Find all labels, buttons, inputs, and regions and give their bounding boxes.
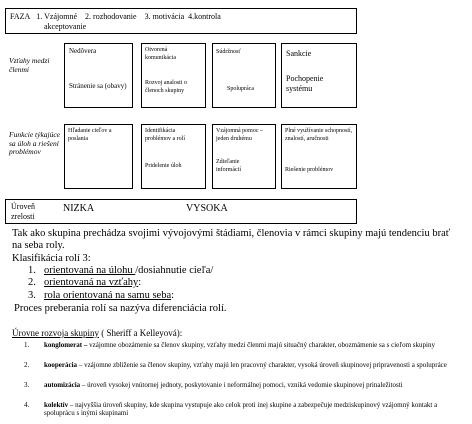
cell-funkcie-3 [212,124,276,189]
level-desc: – najvyššia úroveň skupiny, kde skupina vystupuje ako celok proti inej skupine a zabezpečuje medziskupinový vzájomný kontakt a spoluprácu s inými skupinami [44,401,438,417]
klasifikacia-heading: Klasifikácia rolí 3: [12,253,91,264]
level-term: automizácia [44,381,81,389]
faza-label: FAZA [10,12,31,21]
cell-top: Vzájomná pomoc – jeden druhému [216,128,263,142]
level-term: kooperácia [44,361,78,369]
level-num: 4. [24,401,30,409]
role-num: 2. [28,277,36,288]
cell-bottom: Zdieľanie informácií [216,159,241,173]
level-item-2 [12,361,457,369]
role-item-2 [28,277,141,289]
level-num: 1. [24,341,30,349]
faza-item-2: 2. rozhodovanie [85,12,137,21]
proces-text: Proces preberania rolí sa nazýva diferenciácia rolí. [14,303,227,314]
role-rest: : [171,290,175,301]
faza-item-3: 3. motivácia [144,12,185,21]
level-item-3 [12,381,457,389]
cell-bottom: Riešenie problémov [285,167,334,173]
role-item-3 [28,290,174,302]
role-main: orientovaná na vzťahy [44,277,139,288]
role-num: 1. [28,265,36,276]
cell-top: Hľadanie cieľov a poslania [68,128,112,142]
role-rest: : [138,277,142,288]
paragraph-intro: Tak ako skupina prechádza svojimi vývojovými štádiami, členovia v rámci skupiny majú tendenciu brať na seba roly. [12,228,451,251]
cell-top: Nedôvera [69,47,97,55]
level-desc: – vzájomne zbliženie sa členov skupiny, vzťahy majú len pracovný charakter, vysoká úroveň skupinovej pripravenosti a spolupráce [77,361,447,369]
uroven-label: Úroveň zrelosti [11,202,35,221]
cell-bottom: Rozvoj analosti o členoch skupiny [145,80,187,94]
level-desc: – úroveň vysokej vnútornej jednoty, poskytovanie i neformálnej pomoci, vzniká vedomie skupinovej prinaležitosti [80,381,403,389]
row-label-funkcie: Funkcie týkajúce sa úloh a riešení problémov [9,130,61,156]
cell-bottom: Stránenie sa (obavy) [69,82,127,90]
cell-vztahy-1 [64,43,133,108]
role-item-1 [28,265,213,277]
uroven-zrelosti-box [5,199,357,224]
cell-vztahy-4 [281,43,357,108]
urovne-title: Úrovne rozvoja skupiny [12,328,99,338]
role-main: rola orientovaná na samu seba [44,290,172,301]
cell-top: Otvorená komunikácia [145,47,176,61]
row-label-vztahy: Vzťahy medzi členmi [9,56,50,74]
cell-top: Sankcie [286,49,312,58]
role-rest: /dosiahnutie cieľa/ [135,265,214,276]
level-low: NIZKA [63,203,95,214]
cell-bottom: Spolupráca [227,86,254,92]
cell-vztahy-3 [212,43,276,108]
cell-top: Plné využívanie schopností, znalostí, aručnosti [285,128,353,142]
cell-vztahy-2 [141,43,206,108]
faza-item-4: 4.kontrola [188,12,221,21]
level-term: konglomerat – [44,341,88,349]
urovne-source: ( Sheriff a Kelleyová): [98,328,183,338]
cell-funkcie-2 [141,124,206,189]
cell-top: Súdržnosť [216,49,241,55]
level-high: VYSOKA [186,203,228,214]
role-num: 3. [28,290,36,301]
faza-header-box [5,8,357,34]
faza-item-1: 1. Vzájomné [36,12,78,21]
cell-bottom: Pochopenie systému [286,74,324,93]
faza-line2: akceptovanie [44,22,87,31]
level-desc: vzájomne obozámenie sa členov skupiny, vzťahy medzi členmi majú situačný charakter, obozmámenie sa s cieľom skupiny [87,341,435,349]
level-num: 3. [24,381,30,389]
cell-funkcie-4 [281,124,357,189]
cell-top: Identifikácia problémov a rolí [145,128,185,142]
cell-funkcie-1 [64,124,133,189]
urovne-heading [12,328,182,338]
level-item-4 [12,401,457,417]
level-num: 2. [24,361,30,369]
level-term: kolektív [44,401,69,409]
cell-bottom: Pridelenie úloh [145,163,182,169]
role-main: orientovaná na úlohu [44,265,136,276]
level-item-1 [12,341,457,349]
